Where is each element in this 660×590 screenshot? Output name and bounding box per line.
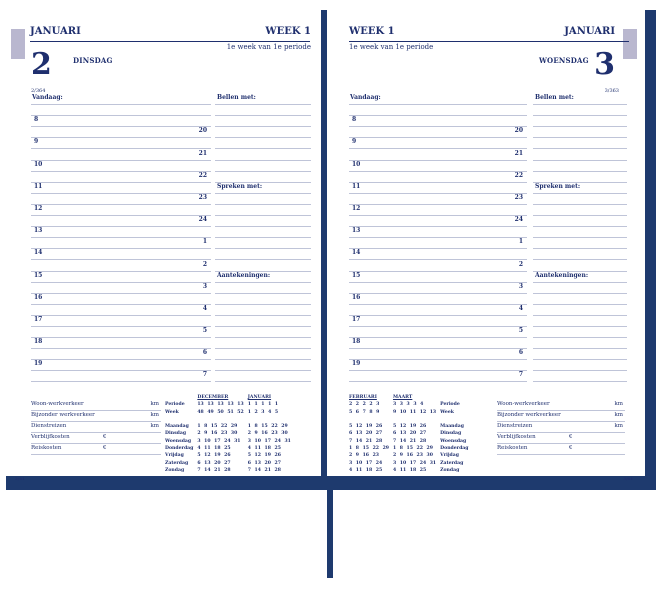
schedule-row[interactable] bbox=[31, 127, 211, 138]
schedule-row[interactable] bbox=[31, 205, 211, 216]
expense-unit: km bbox=[614, 401, 623, 407]
calendar-dates: 4 11 18 25 bbox=[247, 446, 281, 452]
expense-label: Bijzonder werkverkeer bbox=[497, 412, 561, 418]
calendar-row bbox=[165, 460, 295, 467]
calendar-dates: 5 12 19 26 bbox=[392, 424, 427, 430]
schedule-row[interactable] bbox=[31, 194, 211, 205]
mini-calendar bbox=[165, 394, 315, 474]
schedule-row[interactable] bbox=[349, 183, 527, 194]
hour-label: 17 bbox=[352, 315, 361, 323]
hour-label: 12 bbox=[34, 205, 43, 213]
schedule-row[interactable] bbox=[349, 238, 527, 249]
notes-row[interactable] bbox=[215, 227, 311, 238]
schedule-row[interactable] bbox=[349, 194, 527, 205]
calendar-day-label bbox=[440, 416, 472, 423]
notes-row[interactable] bbox=[215, 149, 311, 160]
schedule-row[interactable] bbox=[31, 149, 211, 160]
page-tab bbox=[11, 29, 25, 59]
mini-calendar bbox=[349, 394, 499, 474]
schedule-row[interactable] bbox=[31, 105, 211, 116]
notes-row[interactable] bbox=[215, 371, 311, 382]
month-title: JANUARI bbox=[564, 26, 615, 37]
expense-unit: km bbox=[614, 423, 623, 429]
notes-row[interactable] bbox=[533, 161, 627, 172]
week-label: WEEK 1 bbox=[265, 26, 311, 37]
hour-label: 16 bbox=[352, 293, 361, 301]
calendar-row bbox=[349, 460, 472, 467]
calendar-dates: 2 9 16 23 30 bbox=[197, 431, 238, 437]
expense-unit: km bbox=[150, 401, 159, 407]
calendar-day-label: Periode bbox=[165, 402, 185, 408]
notes-row[interactable] bbox=[215, 338, 311, 349]
calendar-dates: 3 10 17 24 31 bbox=[392, 460, 437, 466]
notes-row[interactable] bbox=[215, 138, 311, 149]
hour-label: 15 bbox=[34, 271, 43, 279]
calendar-row bbox=[349, 416, 472, 423]
notes-row[interactable] bbox=[215, 305, 311, 316]
notes-row[interactable] bbox=[215, 283, 311, 294]
hour-label: 10 bbox=[352, 160, 361, 168]
calendar-dates: 3 10 17 24 bbox=[349, 460, 383, 466]
expense-unit: km bbox=[150, 412, 159, 418]
schedule-row[interactable] bbox=[349, 338, 527, 349]
expense-label: Reiskosten bbox=[31, 445, 62, 451]
calendar-month-name: DECEMBER bbox=[197, 395, 229, 400]
expense-unit: € bbox=[569, 434, 573, 440]
calendar-day-label: Vrijdag bbox=[440, 453, 459, 459]
calendar-row bbox=[349, 430, 472, 437]
calendar-dates: 5 6 7 8 9 bbox=[349, 409, 380, 415]
left-page bbox=[3, 4, 321, 481]
notes-row[interactable] bbox=[533, 349, 627, 360]
period-subtitle: 1e week van 1e periode bbox=[226, 43, 311, 51]
calendar-dates: 6 13 20 27 bbox=[392, 431, 427, 437]
calendar-day-label: Woensdag bbox=[165, 438, 192, 444]
notes-row[interactable] bbox=[533, 371, 627, 382]
calendar-day-label: Week bbox=[165, 409, 179, 415]
notes-row[interactable] bbox=[533, 138, 627, 149]
calendar-dates: 2 9 16 23 bbox=[349, 453, 379, 459]
hour-label: 15 bbox=[352, 271, 361, 279]
calendar-dates bbox=[349, 416, 393, 423]
hour-label: 8 bbox=[352, 116, 357, 124]
expense-unit: € bbox=[103, 445, 107, 451]
schedule-row[interactable] bbox=[349, 127, 527, 138]
schedule-row[interactable] bbox=[31, 116, 211, 127]
calendar-dates: 7 14 21 28 bbox=[247, 467, 281, 473]
mini-calendar-table bbox=[349, 394, 472, 474]
schedule-row[interactable] bbox=[31, 283, 211, 294]
slot-number: 22 bbox=[514, 171, 523, 179]
hour-label: 9 bbox=[34, 138, 39, 146]
hour-label: 16 bbox=[34, 293, 43, 301]
notes-label: Bellen met: bbox=[217, 94, 256, 102]
hour-label: 19 bbox=[34, 360, 43, 368]
hour-label: 18 bbox=[34, 338, 43, 346]
notes-row[interactable] bbox=[533, 249, 627, 260]
calendar-row bbox=[165, 416, 295, 423]
expense-unit: € bbox=[569, 445, 573, 451]
schedule-row[interactable] bbox=[349, 349, 527, 360]
hour-schedule[interactable] bbox=[31, 94, 211, 382]
calendar-day-label: Maandag bbox=[440, 424, 464, 430]
notes-row[interactable] bbox=[533, 194, 627, 205]
notes-row[interactable] bbox=[215, 205, 311, 216]
expense-label: Bijzonder werkverkeer bbox=[31, 412, 95, 418]
slot-number: 2 bbox=[202, 260, 207, 268]
calendar-dates: 13 13 13 13 13 bbox=[197, 402, 244, 408]
expense-label: Woon-werkverkeer bbox=[497, 401, 550, 407]
calendar-day-label: Zaterdag bbox=[165, 460, 189, 466]
expense-label: Verblijfkosten bbox=[31, 434, 70, 440]
notes-row[interactable] bbox=[533, 316, 627, 327]
calendar-dates: 5 12 19 26 bbox=[247, 453, 281, 459]
calendar-row bbox=[165, 423, 295, 430]
slot-number: 3 bbox=[202, 282, 207, 290]
calendar-day-label: Dinsdag bbox=[165, 431, 187, 437]
expense-unit: € bbox=[103, 434, 107, 440]
schedule-row[interactable] bbox=[349, 149, 527, 160]
expense-label: Verblijfkosten bbox=[497, 434, 536, 440]
calendar-dates: 6 13 20 27 bbox=[349, 431, 383, 437]
schedule-row[interactable] bbox=[349, 272, 527, 283]
schedule-row[interactable] bbox=[349, 116, 527, 127]
notes-row[interactable] bbox=[533, 305, 627, 316]
notes-row[interactable] bbox=[533, 127, 627, 138]
calendar-dates: 5 12 19 26 bbox=[349, 424, 383, 430]
calendar-dates bbox=[393, 416, 440, 423]
schedule-row[interactable] bbox=[31, 183, 211, 194]
calendar-dates: 7 14 21 28 bbox=[392, 438, 427, 444]
hour-label: 10 bbox=[34, 160, 43, 168]
notes-row[interactable] bbox=[533, 116, 627, 127]
calendar-dates bbox=[197, 416, 247, 423]
expense-list[interactable] bbox=[497, 400, 625, 455]
schedule-row[interactable] bbox=[349, 105, 527, 116]
bookmark-ribbon bbox=[327, 490, 333, 578]
schedule-row[interactable] bbox=[31, 227, 211, 238]
slot-number: 4 bbox=[518, 304, 523, 312]
schedule-row[interactable] bbox=[31, 94, 211, 105]
schedule-row[interactable] bbox=[349, 138, 527, 149]
calendar-dates: 1 2 3 4 5 bbox=[247, 409, 279, 415]
schedule-row[interactable] bbox=[349, 172, 527, 183]
page-number: 3/61 bbox=[623, 476, 633, 481]
schedule-row[interactable] bbox=[349, 161, 527, 172]
notes-row[interactable] bbox=[533, 294, 627, 305]
notes-row[interactable] bbox=[533, 360, 627, 371]
schedule-row[interactable] bbox=[31, 216, 211, 227]
slot-number: 23 bbox=[198, 193, 207, 201]
expense-unit: km bbox=[150, 423, 159, 429]
calendar-dates: 7 14 21 28 bbox=[349, 438, 383, 444]
slot-number: 20 bbox=[198, 127, 207, 135]
schedule-row[interactable] bbox=[31, 238, 211, 249]
calendar-dates: 9 10 11 12 13 bbox=[392, 409, 437, 415]
hour-label: 17 bbox=[34, 315, 43, 323]
calendar-month-name: MAART bbox=[392, 395, 413, 400]
calendar-dates: 4 11 18 25 bbox=[392, 467, 427, 473]
day-name: DINSDAG bbox=[73, 56, 113, 65]
day-of-year: 3/363 bbox=[604, 88, 619, 94]
schedule-row[interactable] bbox=[349, 360, 527, 371]
today-label: Vandaag: bbox=[32, 94, 63, 102]
notes-row[interactable] bbox=[215, 272, 311, 283]
hour-label: 11 bbox=[352, 182, 361, 190]
calendar-month-name: JANUARI bbox=[247, 395, 272, 400]
calendar-day-label: Zondag bbox=[165, 467, 185, 473]
calendar-day-label: Periode bbox=[440, 402, 460, 408]
calendar-row bbox=[165, 409, 295, 416]
calendar-day-label: Dinsdag bbox=[440, 431, 462, 437]
notes-row[interactable] bbox=[215, 238, 311, 249]
notes-column[interactable] bbox=[533, 94, 627, 382]
calendar-dates: 2 9 16 23 30 bbox=[247, 431, 288, 437]
calendar-row bbox=[349, 423, 472, 430]
notes-row[interactable] bbox=[215, 360, 311, 371]
day-number: 2 bbox=[31, 47, 52, 82]
page-number: 2/61 bbox=[15, 476, 25, 481]
week-label: WEEK 1 bbox=[349, 26, 395, 37]
expense-label: Woon-werkverkeer bbox=[31, 401, 84, 407]
schedule-row[interactable] bbox=[349, 205, 527, 216]
calendar-day-label: Donderdag bbox=[165, 446, 194, 452]
hour-label: 8 bbox=[34, 116, 39, 124]
notes-row[interactable] bbox=[215, 105, 311, 116]
calendar-dates: 1 1 1 1 1 bbox=[247, 402, 279, 408]
calendar-row bbox=[349, 438, 472, 445]
notes-row[interactable] bbox=[215, 194, 311, 205]
calendar-row bbox=[349, 452, 472, 459]
slot-number: 24 bbox=[514, 216, 523, 224]
right-page bbox=[327, 4, 645, 481]
calendar-row bbox=[165, 467, 295, 474]
hour-label: 11 bbox=[34, 182, 43, 190]
hour-label: 13 bbox=[34, 227, 43, 235]
calendar-day-label: Zaterdag bbox=[440, 460, 464, 466]
calendar-row bbox=[165, 438, 295, 445]
calendar-dates: 6 13 20 27 bbox=[197, 460, 231, 466]
slot-number: 3 bbox=[518, 282, 523, 290]
calendar-dates bbox=[248, 416, 295, 423]
hour-label: 12 bbox=[352, 205, 361, 213]
calendar-dates: 4 11 18 25 bbox=[349, 467, 383, 473]
schedule-row[interactable] bbox=[349, 316, 527, 327]
slot-number: 5 bbox=[202, 327, 207, 335]
notes-row[interactable] bbox=[533, 283, 627, 294]
notes-row[interactable] bbox=[215, 94, 311, 105]
calendar-row bbox=[349, 401, 472, 408]
notes-row[interactable] bbox=[533, 238, 627, 249]
expense-row[interactable] bbox=[497, 444, 625, 455]
calendar-row bbox=[349, 445, 472, 452]
hour-label: 9 bbox=[352, 138, 357, 146]
schedule-row[interactable] bbox=[31, 260, 211, 271]
schedule-row[interactable] bbox=[31, 327, 211, 338]
calendar-row bbox=[165, 445, 295, 452]
schedule-row[interactable] bbox=[349, 260, 527, 271]
slot-number: 21 bbox=[514, 149, 523, 157]
slot-number: 2 bbox=[518, 260, 523, 268]
slot-number: 20 bbox=[514, 127, 523, 135]
calendar-dates: 48 49 50 51 52 bbox=[197, 409, 244, 415]
schedule-row[interactable] bbox=[31, 138, 211, 149]
page-tab bbox=[623, 29, 637, 59]
notes-row[interactable] bbox=[215, 216, 311, 227]
notes-row[interactable] bbox=[215, 294, 311, 305]
hour-label: 13 bbox=[352, 227, 361, 235]
calendar-dates: 1 8 15 22 29 bbox=[197, 424, 238, 430]
schedule-row[interactable] bbox=[31, 305, 211, 316]
slot-number: 22 bbox=[198, 171, 207, 179]
notes-row[interactable] bbox=[215, 249, 311, 260]
slot-number: 6 bbox=[202, 349, 207, 357]
notes-row[interactable] bbox=[533, 205, 627, 216]
notes-row[interactable] bbox=[533, 338, 627, 349]
calendar-day-label: Week bbox=[440, 409, 454, 415]
calendar-dates: 3 10 17 24 31 bbox=[247, 438, 291, 444]
hour-label: 18 bbox=[352, 338, 361, 346]
notes-row[interactable] bbox=[215, 316, 311, 327]
notes-row[interactable] bbox=[215, 161, 311, 172]
schedule-row[interactable] bbox=[349, 216, 527, 227]
notes-row[interactable] bbox=[533, 216, 627, 227]
slot-number: 24 bbox=[198, 216, 207, 224]
day-of-year: 2/364 bbox=[31, 88, 46, 94]
calendar-day-label: Zondag bbox=[440, 467, 460, 473]
expense-label: Reiskosten bbox=[497, 445, 528, 451]
notes-row[interactable] bbox=[215, 116, 311, 127]
notes-row[interactable] bbox=[533, 183, 627, 194]
calendar-day-label: Woensdag bbox=[440, 438, 467, 444]
calendar-day-label bbox=[165, 416, 197, 423]
slot-number: 4 bbox=[202, 304, 207, 312]
month-title: JANUARI bbox=[30, 26, 81, 37]
header-divider bbox=[349, 41, 629, 42]
notes-row[interactable] bbox=[533, 105, 627, 116]
calendar-dates: 1 8 15 22 29 bbox=[349, 446, 389, 452]
calendar-dates: 7 14 21 28 bbox=[197, 467, 231, 473]
schedule-row[interactable] bbox=[349, 283, 527, 294]
schedule-row[interactable] bbox=[349, 94, 527, 105]
schedule-row[interactable] bbox=[349, 294, 527, 305]
calendar-dates: 4 11 18 25 bbox=[197, 446, 231, 452]
notes-label: Bellen met: bbox=[535, 94, 574, 102]
schedule-row[interactable] bbox=[31, 360, 211, 371]
calendar-row bbox=[349, 467, 472, 474]
schedule-row[interactable] bbox=[31, 249, 211, 260]
header-divider bbox=[30, 41, 310, 42]
schedule-row[interactable] bbox=[31, 371, 211, 382]
mini-calendar-table bbox=[165, 394, 295, 474]
expense-list[interactable] bbox=[31, 400, 161, 455]
calendar-row bbox=[165, 430, 295, 437]
notes-row[interactable] bbox=[533, 94, 627, 105]
notes-label: Spreken met: bbox=[217, 182, 263, 190]
notes-row[interactable] bbox=[215, 349, 311, 360]
calendar-row bbox=[349, 409, 472, 416]
expense-label: Dienstreizen bbox=[31, 423, 67, 429]
hour-label: 14 bbox=[34, 249, 43, 257]
day-number: 3 bbox=[594, 47, 615, 82]
calendar-dates: 2 9 16 23 30 bbox=[392, 453, 433, 459]
schedule-row[interactable] bbox=[31, 316, 211, 327]
slot-number: 5 bbox=[518, 327, 523, 335]
notes-row[interactable] bbox=[533, 149, 627, 160]
schedule-row[interactable] bbox=[31, 349, 211, 360]
notes-row[interactable] bbox=[533, 272, 627, 283]
calendar-dates: 5 12 19 26 bbox=[197, 453, 231, 459]
calendar-month-name: FEBRUARI bbox=[349, 395, 377, 400]
schedule-row[interactable] bbox=[349, 327, 527, 338]
calendar-dates: 3 3 3 3 4 bbox=[392, 402, 424, 408]
hour-label: 19 bbox=[352, 360, 361, 368]
slot-number: 7 bbox=[518, 371, 523, 379]
notes-row[interactable] bbox=[215, 327, 311, 338]
schedule-row[interactable] bbox=[349, 227, 527, 238]
calendar-day-label: Donderdag bbox=[440, 446, 469, 452]
schedule-row[interactable] bbox=[349, 249, 527, 260]
calendar-dates: 1 8 15 22 29 bbox=[247, 424, 288, 430]
calendar-dates: 2 2 2 2 3 bbox=[349, 402, 380, 408]
slot-number: 6 bbox=[518, 349, 523, 357]
notes-row[interactable] bbox=[533, 227, 627, 238]
slot-number: 1 bbox=[518, 238, 523, 246]
calendar-dates: 1 8 15 22 29 bbox=[392, 446, 433, 452]
schedule-row[interactable] bbox=[31, 272, 211, 283]
calendar-dates: 6 13 20 27 bbox=[247, 460, 281, 466]
schedule-row[interactable] bbox=[349, 305, 527, 316]
schedule-row[interactable] bbox=[31, 294, 211, 305]
notes-label: Spreken met: bbox=[535, 182, 581, 190]
slot-number: 1 bbox=[202, 238, 207, 246]
slot-number: 23 bbox=[514, 193, 523, 201]
notes-label: Aantekeningen: bbox=[535, 271, 589, 279]
notes-label: Aantekeningen: bbox=[217, 271, 271, 279]
calendar-row bbox=[165, 452, 295, 459]
slot-number: 7 bbox=[202, 371, 207, 379]
schedule-row[interactable] bbox=[31, 172, 211, 183]
schedule-row[interactable] bbox=[31, 338, 211, 349]
day-name: WOENSDAG bbox=[539, 56, 589, 65]
slot-number: 21 bbox=[198, 149, 207, 157]
notes-row[interactable] bbox=[533, 327, 627, 338]
expense-unit: km bbox=[614, 412, 623, 418]
schedule-row[interactable] bbox=[31, 161, 211, 172]
schedule-row[interactable] bbox=[349, 371, 527, 382]
hour-schedule[interactable] bbox=[349, 94, 527, 382]
calendar-row bbox=[165, 401, 295, 408]
notes-row[interactable] bbox=[215, 127, 311, 138]
today-label: Vandaag: bbox=[350, 94, 381, 102]
notes-row[interactable] bbox=[215, 183, 311, 194]
expense-row[interactable] bbox=[31, 444, 161, 455]
hour-label: 14 bbox=[352, 249, 361, 257]
notes-column[interactable] bbox=[215, 94, 311, 382]
period-subtitle: 1e week van 1e periode bbox=[349, 43, 434, 51]
expense-label: Dienstreizen bbox=[497, 423, 533, 429]
calendar-day-label: Vrijdag bbox=[165, 453, 184, 459]
calendar-dates: 3 10 17 24 31 bbox=[197, 438, 241, 444]
calendar-day-label: Maandag bbox=[165, 424, 189, 430]
